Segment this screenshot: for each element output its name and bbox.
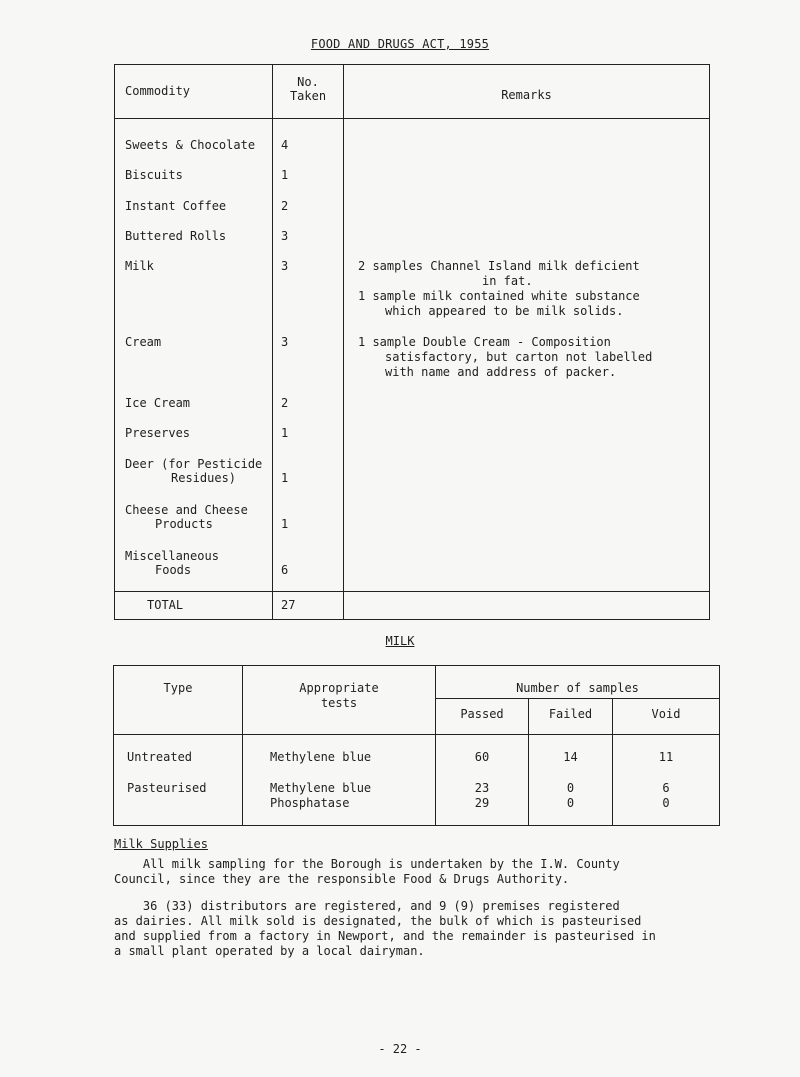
commodity-taken: 3 xyxy=(281,259,289,273)
commodity-name: Preserves xyxy=(125,426,191,440)
commodity-name: Milk xyxy=(125,259,154,273)
remark-line: 2 samples Channel Island milk deficient xyxy=(358,259,640,273)
commodity-name: Biscuits xyxy=(125,168,183,182)
remark-line: 1 sample milk contained white substance xyxy=(358,289,640,303)
column-divider xyxy=(343,65,344,619)
page-number: - 22 - xyxy=(378,1042,422,1056)
header-divider xyxy=(115,118,709,119)
header-number-of-samples: Number of samples xyxy=(516,681,639,695)
header-passed: Passed xyxy=(460,707,504,721)
total-value: 27 xyxy=(281,598,296,612)
failed-value: 0 xyxy=(566,781,575,795)
milk-supplies-paragraph-2 xyxy=(114,899,714,959)
remark-line: satisfactory, but carton not labelled xyxy=(385,350,653,364)
passed-value: 60 xyxy=(474,750,490,764)
header-type: Type xyxy=(163,681,193,695)
header-tests-line1: Appropriate xyxy=(299,681,379,695)
passed-value: 23 xyxy=(474,781,490,795)
commodity-name: Deer (for Pesticide xyxy=(125,457,263,471)
commodity-taken: 1 xyxy=(281,426,289,440)
paragraph-line: a small plant operated by a local dairyman. xyxy=(114,944,425,958)
commodity-name: Miscellaneous xyxy=(125,549,219,563)
header-divider xyxy=(114,734,719,735)
column-divider xyxy=(272,65,273,619)
milk-type: Pasteurised xyxy=(127,781,207,795)
header-void: Void xyxy=(651,707,681,721)
remark-line: in fat. xyxy=(482,274,533,288)
milk-samples-table xyxy=(113,665,720,826)
commodity-name: Cream xyxy=(125,335,162,349)
commodity-name: Cheese and Cheese xyxy=(125,503,248,517)
paragraph-line: 36 (33) distributors are registered, and 9 (9) premises registered xyxy=(114,899,620,913)
header-taken-line1: No. xyxy=(297,75,319,89)
commodity-taken: 2 xyxy=(281,199,289,213)
commodity-taken: 6 xyxy=(281,563,289,577)
passed-value: 29 xyxy=(474,796,490,810)
subheader-divider xyxy=(435,698,719,699)
header-failed: Failed xyxy=(548,707,593,721)
commodity-taken: 2 xyxy=(281,396,289,410)
remark-line: which appeared to be milk solids. xyxy=(385,304,624,318)
failed-value: 14 xyxy=(563,750,578,764)
milk-type: Untreated xyxy=(127,750,193,764)
commodity-taken: 4 xyxy=(281,138,289,152)
commodity-taken: 3 xyxy=(281,229,289,243)
commodity-name: Foods xyxy=(155,563,192,577)
page-header: FOOD AND DRUGS ACT, 1955 xyxy=(310,37,490,51)
void-value: 11 xyxy=(658,750,674,764)
void-value: 0 xyxy=(662,796,670,810)
milk-supplies-heading: Milk Supplies xyxy=(114,837,208,851)
header-taken-line2: Taken xyxy=(289,89,327,103)
failed-value: 0 xyxy=(566,796,575,810)
header-tests-line2: tests xyxy=(320,696,358,710)
header-remarks: Remarks xyxy=(501,88,552,102)
milk-test: Phosphatase xyxy=(270,796,350,810)
commodity-taken: 1 xyxy=(281,471,289,485)
milk-heading: MILK xyxy=(385,634,415,648)
milk-test: Methylene blue xyxy=(270,781,372,795)
paragraph-line: Council, since they are the responsible Food & Drugs Authority. xyxy=(114,872,570,886)
commodity-name: Sweets & Chocolate xyxy=(125,138,256,152)
remark-line: with name and address of packer. xyxy=(385,365,617,379)
paragraph-line: as dairies. All milk sold is designated, the bulk of which is pasteurised xyxy=(114,914,642,928)
paragraph-line: and supplied from a factory in Newport, and the remainder is pasteurised in xyxy=(114,929,656,943)
void-value: 6 xyxy=(662,781,670,795)
paragraph-line: All milk sampling for the Borough is undertaken by the I.W. County xyxy=(114,857,620,871)
commodity-name: Products xyxy=(155,517,213,531)
remark-line: 1 sample Double Cream - Composition xyxy=(358,335,611,349)
commodity-name: Instant Coffee xyxy=(125,199,227,213)
commodity-name: Residues) xyxy=(171,471,237,485)
header-commodity: Commodity xyxy=(125,84,191,98)
milk-supplies-paragraph-1 xyxy=(114,857,714,887)
milk-test: Methylene blue xyxy=(270,750,372,764)
total-label: TOTAL xyxy=(147,598,184,612)
commodity-taken: 1 xyxy=(281,168,289,182)
commodity-name: Buttered Rolls xyxy=(125,229,227,243)
commodity-taken: 3 xyxy=(281,335,289,349)
commodity-taken: 1 xyxy=(281,517,289,531)
commodity-name: Ice Cream xyxy=(125,396,191,410)
total-divider xyxy=(115,591,709,592)
commodity-table xyxy=(114,64,710,620)
